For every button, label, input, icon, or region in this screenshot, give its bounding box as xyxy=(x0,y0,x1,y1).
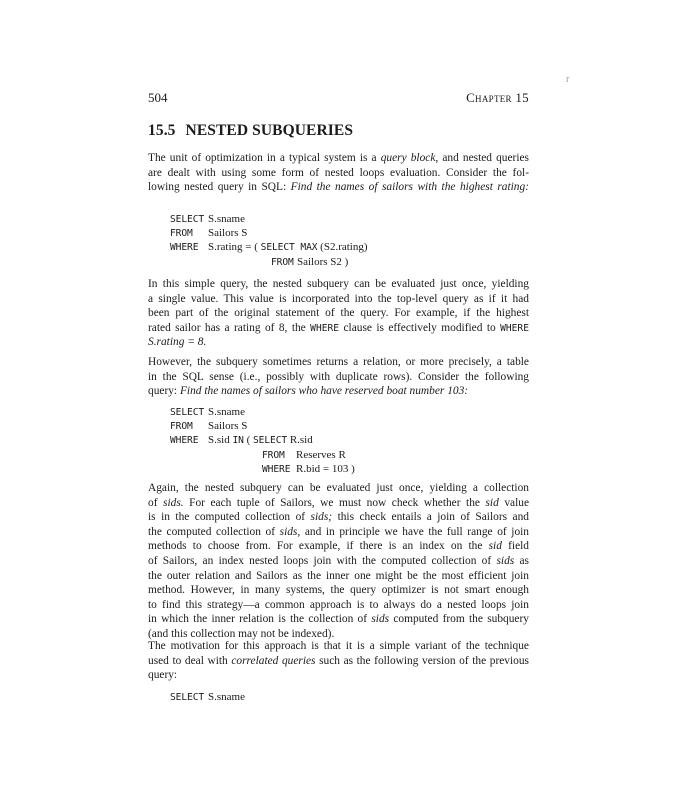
code-line: FROM Sailors S xyxy=(170,420,248,433)
text-line: However, the subquery sometimes returns a relation, or more precisely, a table xyxy=(148,356,529,368)
text-line: rated sailor has a rating of 8, the WHERE clause is effectively modified to WHERE xyxy=(148,321,529,334)
text-line: lowing nested query in SQL: Find the names of sailors with the highest rating: xyxy=(148,181,529,194)
text-line: been part of the original statement of the query. For example, if the highest xyxy=(148,307,529,320)
paragraph-3 xyxy=(148,355,529,399)
text-line: (and this collection may not be indexed). xyxy=(148,627,335,640)
sql-query-2 xyxy=(170,405,355,476)
code-line: FROM Sailors S2 ) xyxy=(271,255,349,268)
section-number: 15.5 xyxy=(148,122,176,139)
text-line: The unit of optimization in a typical system is a query block, and nested queries xyxy=(148,152,529,164)
sql-query-1 xyxy=(170,212,368,269)
text-line: S.rating = 8. xyxy=(148,336,207,349)
chapter-label: Chapter 15 xyxy=(466,90,529,105)
text-line: Again, the nested subquery can be evaluated just once, yielding a collection xyxy=(148,482,529,494)
text-line: query: Find the names of sailors who have reserved boat number 103: xyxy=(148,385,469,398)
sql-query-3 xyxy=(170,690,245,704)
section-title-text: NESTED SUBQUERIES xyxy=(185,122,354,139)
text-line: of sids. For each tuple of Sailors, we must now check whether the sid value xyxy=(148,496,529,509)
text-line: methods to choose from. For example, if there is an index on the sid field xyxy=(148,540,529,553)
paragraph-2 xyxy=(148,277,529,350)
text-line: in the SQL sense (i.e., possibly with duplicate rows). Consider the following xyxy=(148,370,529,383)
text-line: query: xyxy=(148,669,178,682)
paragraph-4 xyxy=(148,481,529,642)
text-line: In this simple query, the nested subquery can be evaluated just once, yielding xyxy=(148,278,529,290)
paragraph-5 xyxy=(148,639,529,683)
text-line: are dealt with using some form of nested loops evaluation. Consider the fol- xyxy=(148,166,529,179)
code-line: FROM Reserves R xyxy=(262,448,346,461)
text-line: a single value. This value is incorporated into the top-level query as if it had xyxy=(148,292,529,305)
stray-mark: r xyxy=(566,74,570,85)
page-number: 504 xyxy=(148,90,168,105)
text-line: in which the inner relation is the collection of sids computed from the subquery xyxy=(148,613,529,626)
text-line: used to deal with correlated queries such as the following version of the previous xyxy=(148,654,529,667)
running-header xyxy=(148,90,529,106)
section-heading xyxy=(148,122,353,140)
code-line: WHERE S.sid IN ( SELECT R.sid xyxy=(170,434,313,447)
text-line: to find this strategy—a common approach is to always do a nested loops join xyxy=(148,598,529,611)
code-line: SELECT S.sname xyxy=(170,213,245,225)
text-line: of Sailors, an index nested loops join with the computed collection of sids as xyxy=(148,554,529,567)
paragraph-1 xyxy=(148,151,529,195)
code-line: FROM Sailors S xyxy=(170,227,248,240)
code-line: SELECT S.sname xyxy=(170,691,245,703)
code-line: WHERE R.bid = 103 ) xyxy=(262,462,355,475)
text-line: is in the computed collection of sids; this check entails a join of Sailors and xyxy=(148,511,529,524)
text-line: method. However, in many systems, the query optimizer is not smart enough xyxy=(148,584,529,597)
text-line: The motivation for this approach is that it is a simple variant of the technique xyxy=(148,640,529,652)
text-line: the computed collection of sids, and in principle we have the full range of join xyxy=(148,525,529,538)
code-line: WHERE S.rating = ( SELECT MAX (S2.rating) xyxy=(170,241,368,254)
code-line: SELECT S.sname xyxy=(170,406,245,418)
text-line: the outer relation and Sailors as the inner one might be the most efficient join xyxy=(148,569,529,582)
